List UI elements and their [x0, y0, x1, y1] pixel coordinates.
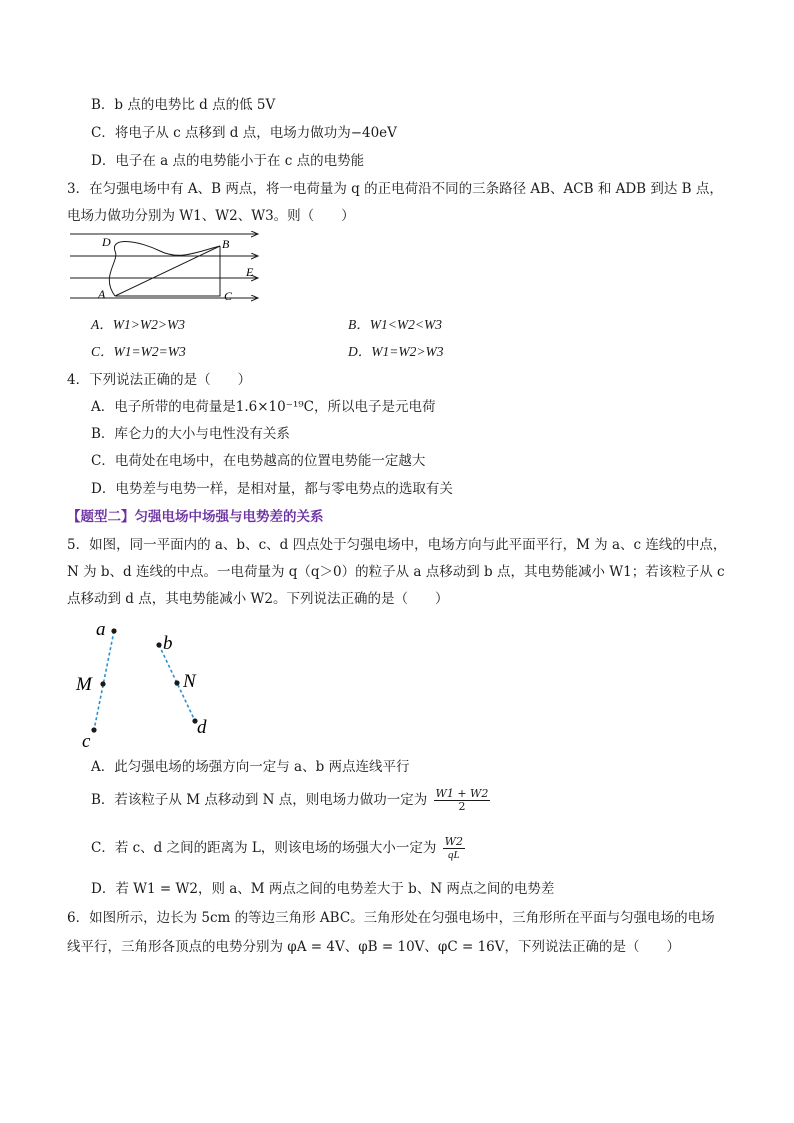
- q6-stem-line2: 线平行，三角形各顶点的电势分别为 φA = 4V、φB = 10V、φC = 16V，下列说法正确的是（ ）: [67, 939, 681, 955]
- q5-option-a: A．此匀强电场的场强方向一定与 a、b 两点连线平行: [91, 759, 410, 775]
- q4-option-c: C．电荷处在电场中，在电势越高的位置电势能一定越大: [91, 453, 426, 469]
- q3-field-diagram: [60, 226, 270, 306]
- q5-stem-line2: N 为 b、d 连线的中点。一电荷量为 q（q＞0）的粒子从 a 点移动到 b 点，其电势能减小 W1；若该粒子从 c: [67, 564, 725, 580]
- label-c: C: [224, 289, 233, 303]
- label-b: b: [163, 633, 173, 654]
- point-c: [91, 727, 96, 732]
- label-a: A: [98, 287, 106, 301]
- q2-option-d: D．电子在 a 点的电势能小于在 c 点的电势能: [91, 153, 365, 169]
- q6-stem-line1: 6．如图所示，边长为 5cm 的等边三角形 ABC。三角形处在匀强电场中，三角形所在平面与匀强电场的电场: [67, 910, 715, 926]
- q3-stem-line2: 电场力做功分别为 W1、W2、W3。则（ ）: [67, 208, 355, 224]
- fraction-denominator: qL: [448, 849, 460, 861]
- q4-stem: 4．下列说法正确的是（ ）: [67, 372, 252, 388]
- q5-stem-line1: 5．如图，同一平面内的 a、b、c、d 四点处于匀强电场中，电场方向与此平面平行，M 为 a、c 连线的中点，: [67, 537, 727, 553]
- label-a: a: [96, 619, 106, 640]
- q3-option-c: C．W1=W2=W3: [91, 344, 186, 359]
- point-b: [156, 642, 161, 647]
- label-n: N: [183, 671, 196, 692]
- q5-option-d: D．若 W1 = W2，则 a、M 两点之间的电势差大于 b、N 两点之间的电势差: [91, 881, 555, 897]
- q5-option-c-text: C．若 c、d 之间的距离为 L，则该电场的场强大小一定为: [91, 840, 437, 856]
- q5-option-c: [91, 836, 465, 861]
- q3-option-b: B．W1<W2<W3: [348, 317, 442, 332]
- q4-option-a: A．电子所带的电荷量是1.6×10⁻¹⁹C，所以电子是元电荷: [91, 399, 436, 415]
- point-n: [174, 680, 179, 685]
- label-e: E: [246, 265, 254, 279]
- section-heading: 【题型二】匀强电场中场强与电势差的关系: [67, 509, 324, 525]
- point-m: [100, 681, 105, 686]
- q5-points-diagram: [70, 615, 230, 750]
- q4-option-d: D．电势差与电势一样，是相对量，都与零电势点的选取有关: [91, 481, 453, 497]
- q2-option-b: B．b 点的电势比 d 点的低 5V: [91, 97, 276, 113]
- fraction-numerator: W2: [444, 835, 463, 848]
- fraction-denominator: 2: [458, 800, 466, 813]
- label-c: c: [82, 731, 91, 750]
- point-a: [111, 628, 116, 633]
- q3-option-d: D．W1=W2>W3: [348, 344, 444, 359]
- path-adb: [109, 242, 220, 296]
- segment-ac: [94, 631, 114, 730]
- q5-stem-line3: 点移动到 d 点，其电势能减小 W2。下列说法正确的是（ ）: [67, 591, 449, 607]
- q3-option-a: A．W1>W2>W3: [91, 317, 185, 332]
- fraction-numerator: W1 + W2: [435, 787, 489, 800]
- q4-option-b: B．库仑力的大小与电性没有关系: [91, 426, 290, 442]
- label-d: D: [102, 235, 111, 249]
- q3-stem-line1: 3．在匀强电场中有 A、B 两点，将一电荷量为 q 的正电荷沿不同的三条路径 AB、ACB 和 ADB 到达 B 点，: [67, 181, 723, 197]
- q5-option-b-text: B．若该粒子从 M 点移动到 N 点，则电场力做功一定为: [91, 792, 428, 808]
- fraction-half-sum: [434, 788, 491, 813]
- q2-option-c: C．将电子从 c 点移到 d 点，电场力做功为−40eV: [91, 125, 397, 141]
- label-m: M: [76, 674, 92, 695]
- label-d: d: [197, 717, 207, 738]
- label-b: B: [222, 237, 230, 251]
- fraction-w2-over-ql: [443, 836, 465, 861]
- q5-option-b: [91, 788, 490, 813]
